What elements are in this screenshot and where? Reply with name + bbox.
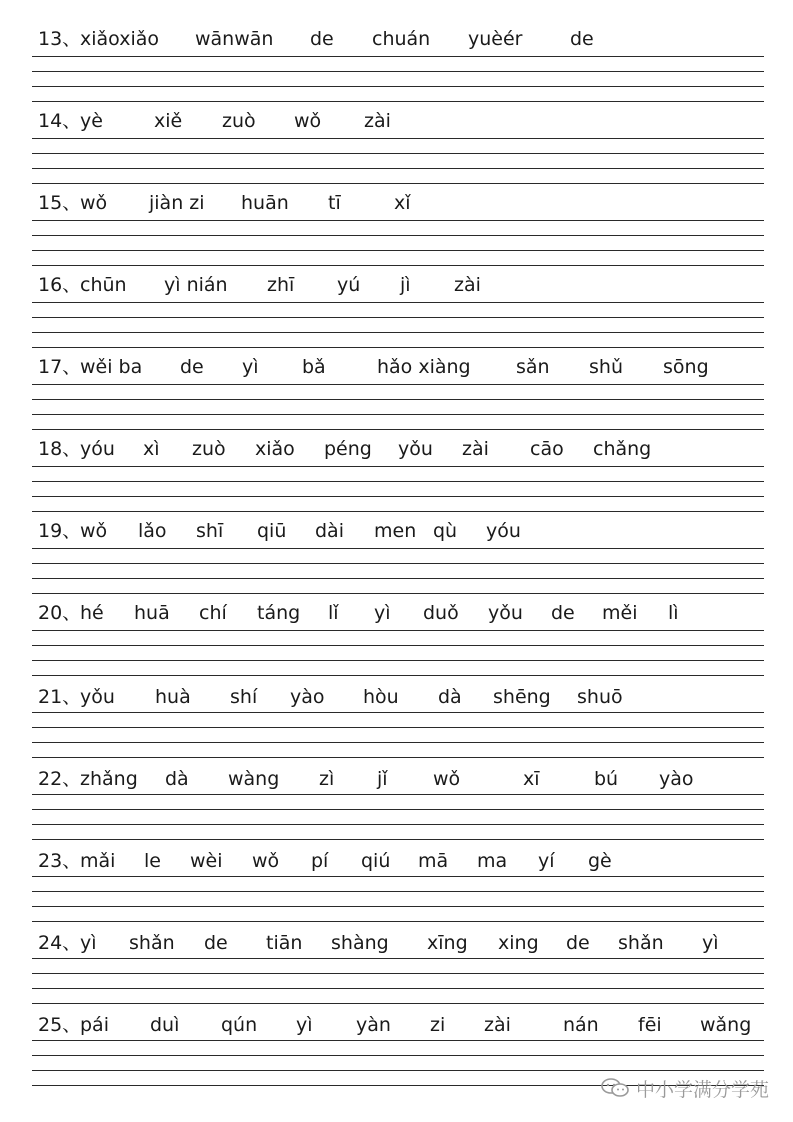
- pinyin-word: shǎn: [618, 932, 664, 954]
- pinyin-word: yǒu: [488, 602, 523, 624]
- pinyin-word: yì: [80, 932, 97, 954]
- writing-line: [32, 384, 764, 385]
- pinyin-word: zài: [364, 110, 391, 132]
- writing-line: [32, 809, 764, 810]
- pinyin-word: zuò: [222, 110, 256, 132]
- writing-line: [32, 153, 764, 154]
- pinyin-word: de: [570, 28, 594, 50]
- pinyin-word: chí: [199, 602, 227, 624]
- pinyin-word: xing: [498, 932, 539, 954]
- writing-line: [32, 317, 764, 318]
- writing-line: [32, 563, 764, 564]
- pinyin-word: wǒ: [252, 850, 280, 872]
- item-number: 17、: [38, 356, 82, 378]
- pinyin-word: shēng: [493, 686, 551, 708]
- pinyin-word: bǎ: [302, 356, 326, 378]
- writing-line: [32, 399, 764, 400]
- pinyin-word: zài: [462, 438, 489, 460]
- pinyin-word: yào: [290, 686, 325, 708]
- watermark-text: 中小学满分学苑: [636, 1078, 770, 1101]
- pinyin-word: yóu: [486, 520, 521, 542]
- exercise-item: [0, 656, 793, 738]
- pinyin-word: zuò: [192, 438, 226, 460]
- pinyin-word: fēi: [638, 1014, 662, 1036]
- pinyin-word: tī: [328, 192, 341, 214]
- pinyin-word: zài: [454, 274, 481, 296]
- writing-line: [32, 71, 764, 72]
- exercise-item: [0, 902, 793, 984]
- pinyin-word: dà: [165, 768, 189, 790]
- watermark: [600, 1074, 769, 1102]
- writing-line: [32, 876, 764, 877]
- writing-line: [32, 302, 764, 303]
- pinyin-word: wānwān: [195, 28, 274, 50]
- pinyin-word: de: [310, 28, 334, 50]
- exercise-item: [0, 984, 793, 1066]
- exercise-item: [0, 328, 793, 410]
- writing-line: [32, 630, 764, 631]
- pinyin-word: pí: [311, 850, 329, 872]
- pinyin-word: shī: [196, 520, 224, 542]
- pinyin-word: gè: [588, 850, 612, 872]
- pinyin-word: de: [566, 932, 590, 954]
- item-number: 14、: [38, 110, 82, 132]
- pinyin-word: yuèér: [468, 28, 523, 50]
- writing-line: [32, 56, 764, 57]
- writing-line: [32, 1055, 764, 1056]
- pinyin-word: mā: [418, 850, 449, 872]
- writing-line: [32, 466, 764, 467]
- item-number: 16、: [38, 274, 82, 296]
- exercise-item: [0, 574, 793, 656]
- pinyin-word: hé: [80, 602, 104, 624]
- pinyin-word: yǒu: [80, 686, 115, 708]
- pinyin-word: chǎng: [593, 438, 652, 460]
- pinyin-word: yè: [80, 110, 103, 132]
- exercise-item: [0, 164, 793, 246]
- pinyin-word: sǎn: [516, 356, 550, 378]
- writing-line: [32, 235, 764, 236]
- writing-line: [32, 1070, 764, 1071]
- item-number: 18、: [38, 438, 82, 460]
- pinyin-word: jì: [400, 274, 411, 296]
- pinyin-word: xiǎo: [255, 438, 295, 460]
- pinyin-word: chūn: [80, 274, 127, 296]
- writing-line: [32, 794, 764, 795]
- pinyin-word: lǎo: [138, 520, 167, 542]
- pinyin-word: yàn: [356, 1014, 391, 1036]
- writing-line: [32, 548, 764, 549]
- pinyin-word: de: [551, 602, 575, 624]
- exercise-item: [0, 82, 793, 164]
- pinyin-word: lì: [668, 602, 679, 624]
- pinyin-word: duǒ: [423, 602, 459, 624]
- pinyin-word: huā: [134, 602, 170, 624]
- pinyin-word: shí: [230, 686, 258, 708]
- pinyin-word: nán: [563, 1014, 599, 1036]
- writing-line: [32, 138, 764, 139]
- exercise-item: [0, 820, 793, 902]
- pinyin-word: de: [180, 356, 204, 378]
- pinyin-word: yào: [659, 768, 694, 790]
- pinyin-word: táng: [257, 602, 301, 624]
- pinyin-word: dài: [315, 520, 344, 542]
- pinyin-word: yóu: [80, 438, 115, 460]
- pinyin-word: dà: [438, 686, 462, 708]
- pinyin-word: qún: [221, 1014, 258, 1036]
- pinyin-word: xì: [143, 438, 160, 460]
- pinyin-word: zhī: [267, 274, 295, 296]
- writing-line: [32, 481, 764, 482]
- pinyin-word: yǒu: [398, 438, 433, 460]
- pinyin-word: xǐ: [394, 192, 411, 214]
- pinyin-word: xīng: [427, 932, 468, 954]
- exercise-item: [0, 738, 793, 820]
- pinyin-word: de: [204, 932, 228, 954]
- writing-line: [32, 958, 764, 959]
- pinyin-word: shàng: [331, 932, 389, 954]
- pinyin-word: xī: [523, 768, 540, 790]
- exercise-item: [0, 0, 793, 82]
- pinyin-word: wèi: [190, 850, 223, 872]
- pinyin-word: zì: [319, 768, 335, 790]
- pinyin-word: hǎo xiàng: [377, 356, 471, 378]
- pinyin-word: yì: [702, 932, 719, 954]
- wechat-icon: [600, 1077, 630, 1099]
- item-number: 22、: [38, 768, 82, 790]
- pinyin-word: wěi ba: [80, 356, 143, 378]
- item-number: 13、: [38, 28, 82, 50]
- writing-line: [32, 727, 764, 728]
- pinyin-word: xiě: [154, 110, 183, 132]
- item-number: 20、: [38, 602, 82, 624]
- exercise-item: [0, 246, 793, 328]
- pinyin-word: chuán: [372, 28, 431, 50]
- pinyin-word: zhǎng: [80, 768, 138, 790]
- pinyin-word: wǒ: [294, 110, 322, 132]
- writing-line: [32, 891, 764, 892]
- writing-line: [32, 1040, 764, 1041]
- pinyin-word: wǒ: [433, 768, 461, 790]
- pinyin-word: péng: [324, 438, 372, 460]
- pinyin-word: wǎng: [700, 1014, 752, 1036]
- pinyin-word: qiú: [361, 850, 391, 872]
- item-number: 21、: [38, 686, 82, 708]
- pinyin-word: huà: [155, 686, 191, 708]
- exercise-item: [0, 492, 793, 574]
- pinyin-word: zài: [484, 1014, 511, 1036]
- writing-line: [32, 712, 764, 713]
- pinyin-word: ma: [477, 850, 508, 872]
- writing-line: [32, 645, 764, 646]
- pinyin-word: shǔ: [589, 356, 623, 378]
- pinyin-word: sōng: [663, 356, 709, 378]
- exercise-item: [0, 410, 793, 492]
- pinyin-word: zi: [430, 1014, 446, 1036]
- writing-line: [32, 973, 764, 974]
- pinyin-word: měi: [602, 602, 638, 624]
- pinyin-word: yì nián: [164, 274, 228, 296]
- pinyin-word: tiān: [266, 932, 303, 954]
- item-number: 19、: [38, 520, 82, 542]
- pinyin-word: shǎn: [129, 932, 175, 954]
- item-number: 23、: [38, 850, 82, 872]
- pinyin-word: lǐ: [328, 602, 339, 624]
- pinyin-word: yì: [374, 602, 391, 624]
- pinyin-word: qù: [433, 520, 458, 542]
- pinyin-word: hòu: [363, 686, 399, 708]
- pinyin-word: cāo: [530, 438, 564, 460]
- pinyin-word: bú: [594, 768, 619, 790]
- pinyin-word: shuō: [577, 686, 623, 708]
- pinyin-word: wàng: [228, 768, 280, 790]
- item-number: 15、: [38, 192, 82, 214]
- pinyin-word: yú: [337, 274, 361, 296]
- pinyin-word: mǎi: [80, 850, 116, 872]
- item-number: 24、: [38, 932, 82, 954]
- pinyin-word: yì: [242, 356, 259, 378]
- pinyin-word: yì: [296, 1014, 313, 1036]
- pinyin-word: wǒ: [80, 520, 108, 542]
- pinyin-word: men: [374, 520, 417, 542]
- pinyin-word: xiǎoxiǎo: [80, 28, 159, 50]
- pinyin-word: wǒ: [80, 192, 108, 214]
- pinyin-word: duì: [150, 1014, 180, 1036]
- pinyin-word: huān: [241, 192, 289, 214]
- pinyin-word: qiū: [257, 520, 287, 542]
- pinyin-word: jiàn zi: [149, 192, 205, 214]
- pinyin-word: jǐ: [377, 768, 388, 790]
- pinyin-word: yí: [538, 850, 555, 872]
- item-number: 25、: [38, 1014, 82, 1036]
- writing-line: [32, 220, 764, 221]
- pinyin-word: pái: [80, 1014, 109, 1036]
- pinyin-word: le: [144, 850, 161, 872]
